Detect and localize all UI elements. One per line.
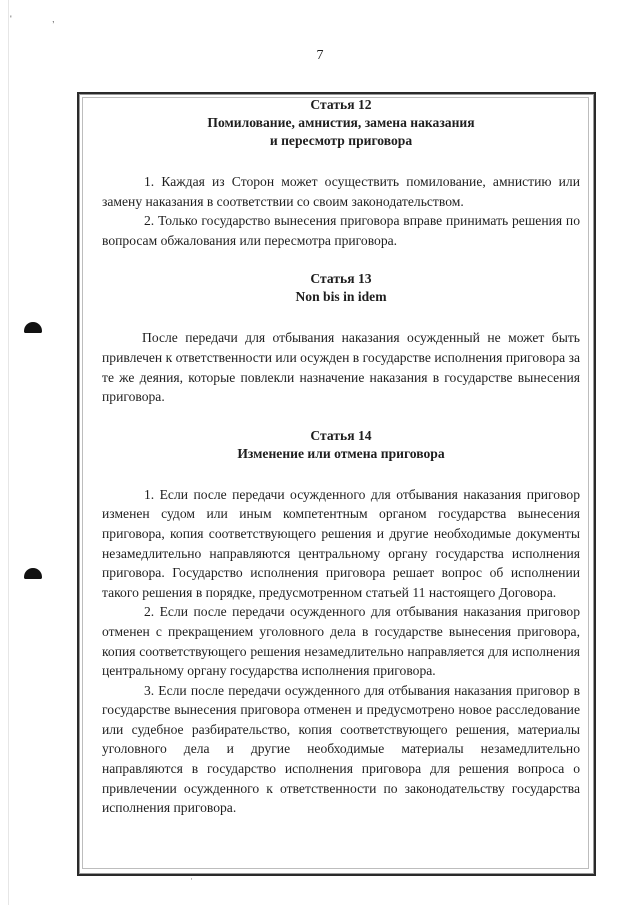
article-paragraph: 3. Если после передачи осужденного для отбывания наказания приговор в государстве вынесения приговора отменен и предусмотрено новое расследование или судебное разбирательство, копия соответствующего решения, материалы уголовного дела и другие необходимые материалы незамедлительно направляются в государство исполнения приговора для решения вопроса о привлечении осужденного к ответственности по законодательству государства исполнения приговора. bbox=[102, 682, 580, 816]
article-12 bbox=[102, 96, 580, 250]
article-title: Статья 14 bbox=[310, 427, 372, 443]
article-paragraph: После передачи для отбывания наказания осужденный не может быть привлечен к ответственности или осужден в государстве исполнения приговора за те же деяния, которые повлекли назначение наказания в государстве вынесения приговора. bbox=[102, 330, 580, 405]
article-subtitle: и пересмотр приговора bbox=[269, 133, 413, 148]
scan-mark: ' bbox=[10, 14, 12, 24]
scan-mark: , bbox=[52, 14, 55, 24]
scan-footer-mark: · bbox=[190, 874, 193, 884]
article-paragraph: 2. Только государство вынесения приговора вправе принимать решения по вопросам обжалования или пересмотра приговора. bbox=[102, 213, 580, 248]
article-title: Статья 13 bbox=[310, 271, 372, 287]
article-paragraph: 2. Если после передачи осужденного для отбывания наказания приговор отменен с прекращением уголовного дела в государстве вынесения приговора, копия соответствующего решения незамедлительно направляется для исполнения центральному органу государства исполнения приговора. bbox=[102, 604, 580, 679]
punch-hole bbox=[24, 568, 42, 579]
page-number: 7 bbox=[316, 48, 324, 63]
article-paragraph: 1. Если после передачи осужденного для отбывания наказания приговор изменен судом или иным компетентным органом государства вынесения приговора, копия соответствующего решения и другие необходимые документы незамедлительно направляются центральному органу государства исполнения приговора. Государство исполнения приговора решает вопрос об исполнении такого решения в порядке, предусмотренном статьей 11 настоящего Договора. bbox=[102, 486, 580, 600]
article-subtitle: Изменение или отмена приговора bbox=[237, 445, 445, 461]
article-title: Статья 12 bbox=[310, 97, 372, 112]
page-edge-line bbox=[8, 0, 9, 905]
article-14 bbox=[102, 427, 580, 818]
article-subtitle: Помилование, амнистия, замена наказания bbox=[207, 115, 475, 130]
article-paragraph: 1. Каждая из Сторон может осуществить помилование, амнистию или замену наказания в соответствии со своим законодательством. bbox=[102, 174, 580, 209]
document-body bbox=[102, 96, 580, 818]
punch-hole bbox=[24, 322, 42, 333]
article-subtitle: Non bis in idem bbox=[295, 289, 387, 305]
article-13 bbox=[102, 270, 580, 406]
